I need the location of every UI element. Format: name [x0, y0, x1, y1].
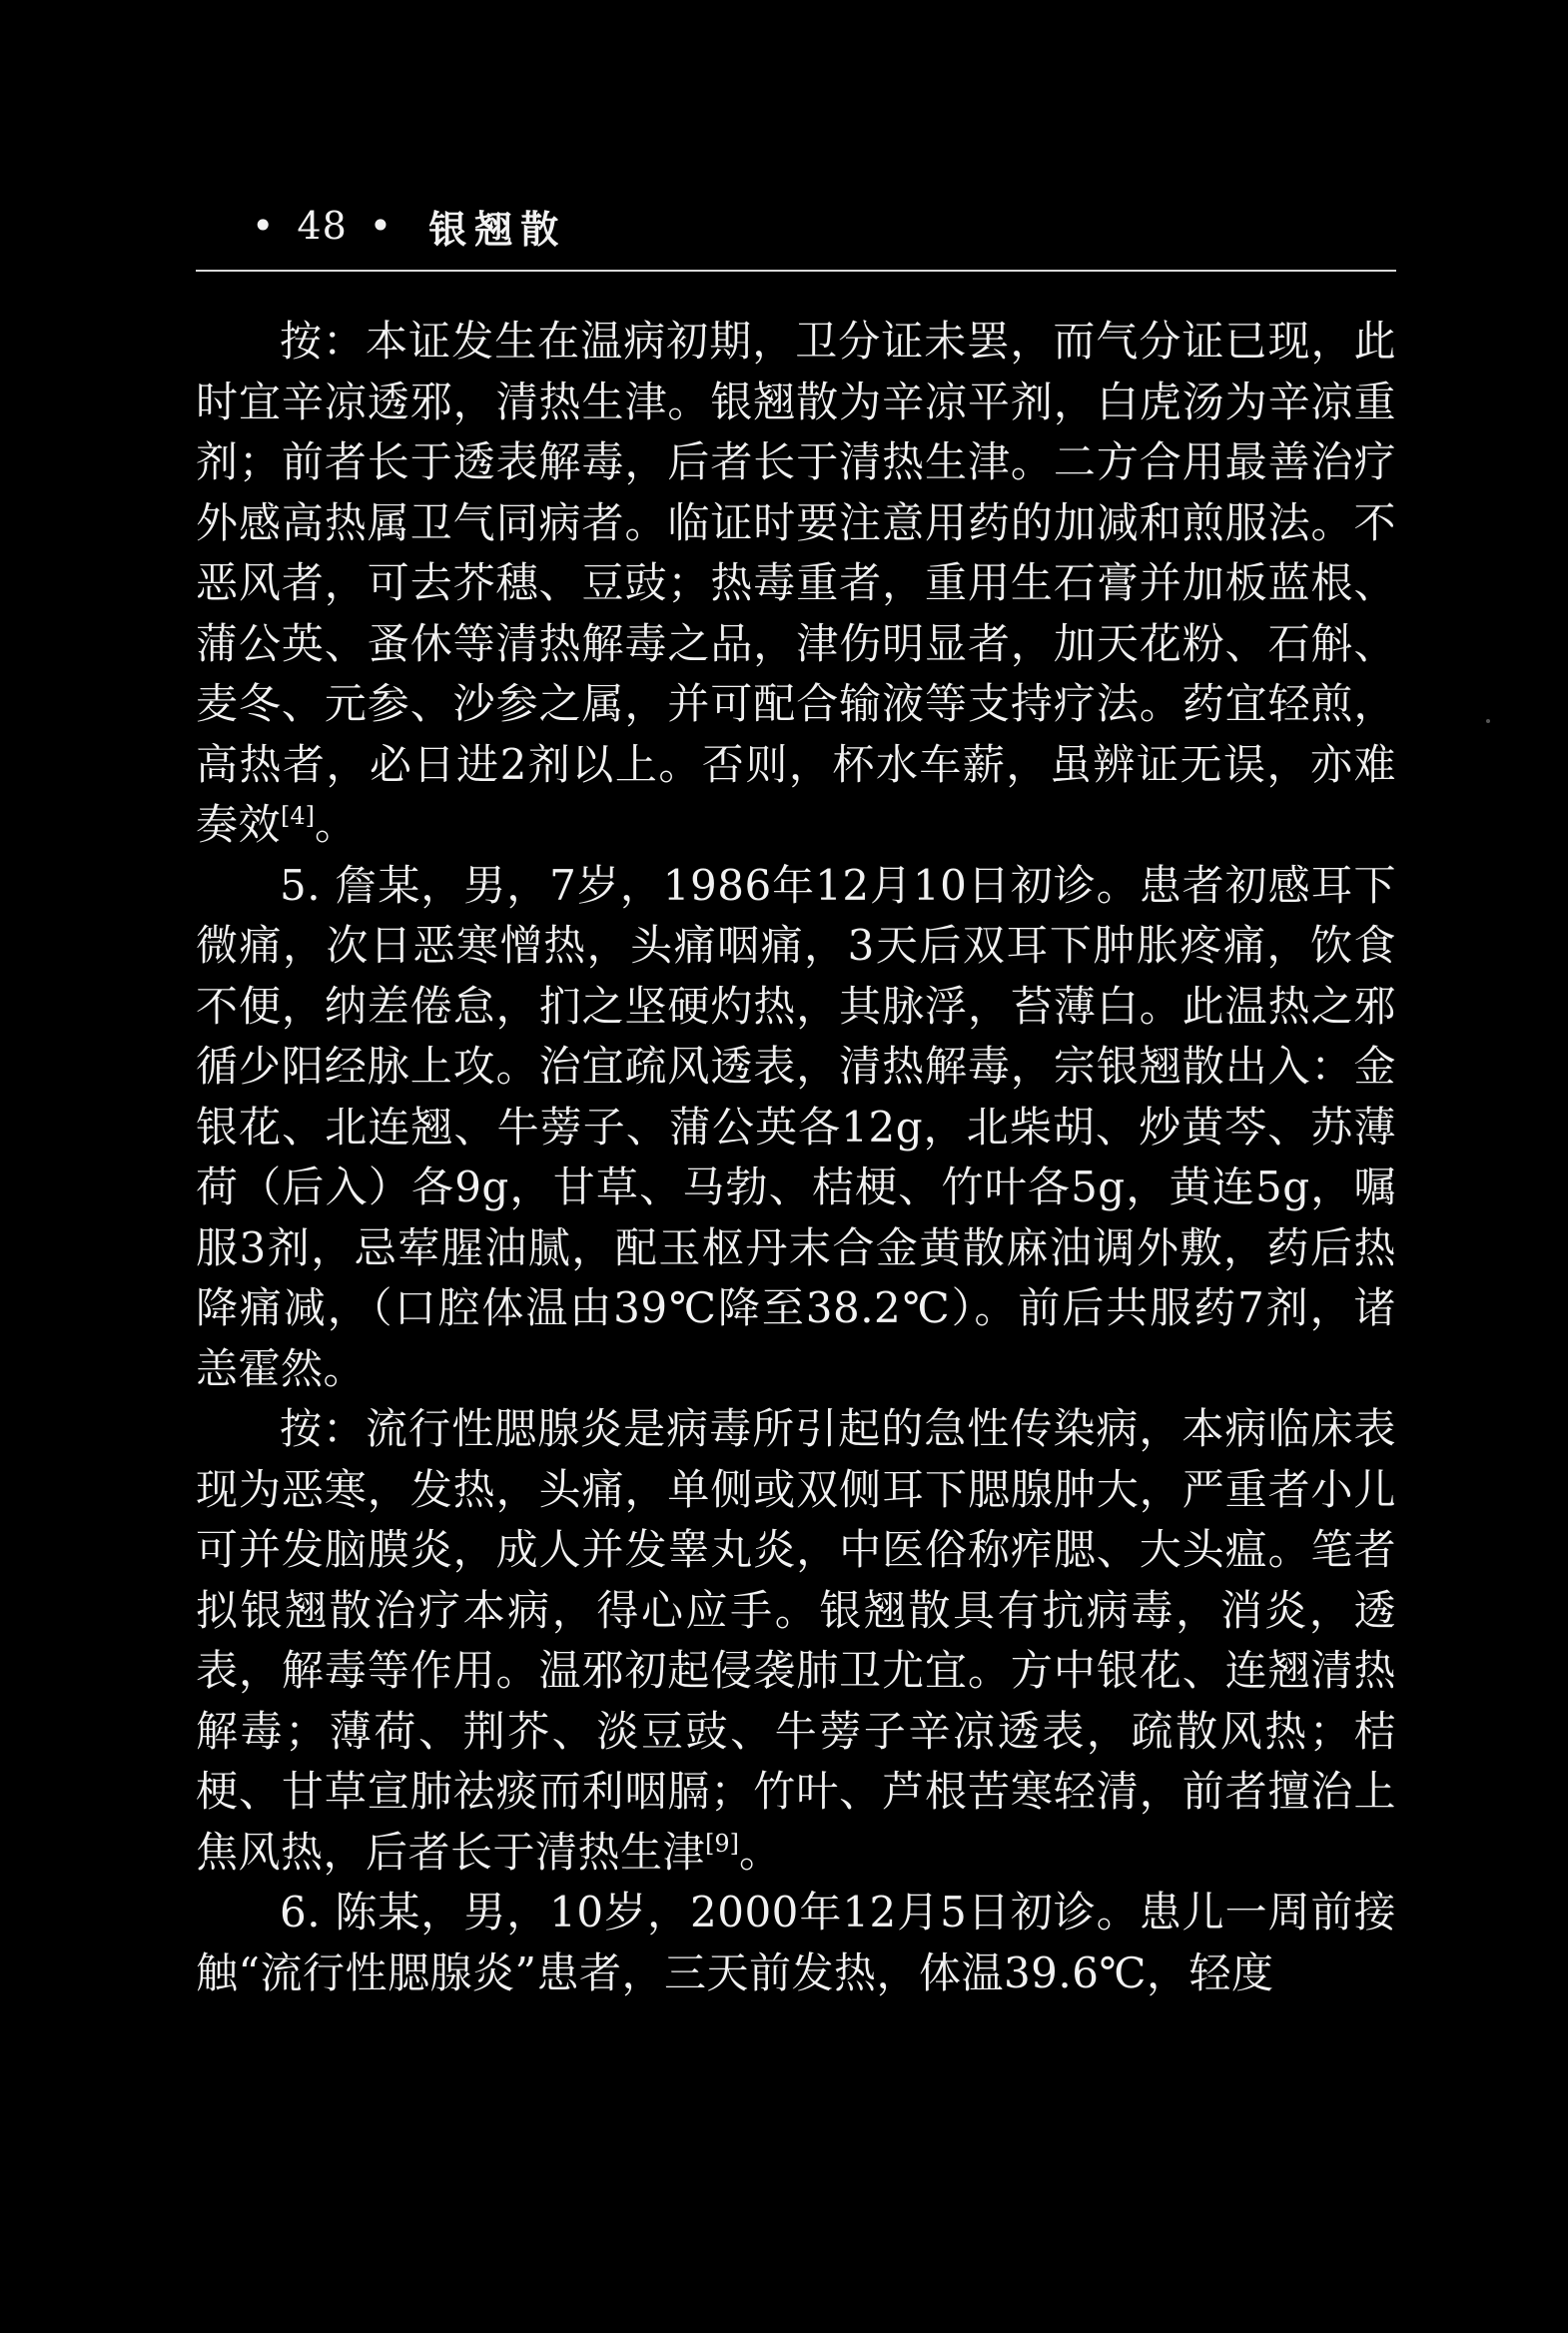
page-number: 48 [297, 204, 348, 248]
paragraph-text: 5. 詹某，男，7岁，1986年12月10日初诊。患者初感耳下微痛，次日恶寒憎热，头痛咽痛，3天后双耳下肿胀疼痛，饮食不便，纳差倦怠，扪之坚硬灼热，其脉浮，苔薄白。此温热之邪循少阳经脉上攻。治宜疏风透表，清热解毒，宗银翘散出入：金银花、北连翘、牛蒡子、蒲公英各12g，北柴胡、炒黄芩、苏薄荷（后入）各9g，甘草、马勃、桔梗、竹叶各5g，黄连5g，嘱服3剂，忌荤腥油腻，配玉枢丹末合金黄散麻油调外敷，药后热降痛减，（口腔体温由39℃降至38.2℃）。前后共服药7剂，诸恙霍然。 [196, 860, 1396, 1393]
running-header [230, 196, 566, 256]
paragraph-case-5 [196, 856, 1396, 1400]
header-bullet-left: • [252, 204, 276, 248]
scan-speck [1486, 719, 1490, 723]
body-text [196, 312, 1396, 2003]
paragraph-end: 。 [315, 800, 358, 849]
paragraph-commentary-2 [196, 1399, 1396, 1883]
paragraph-end: 。 [739, 1827, 782, 1877]
running-title: 银翘散 [428, 206, 567, 252]
citation-ref: [4] [281, 802, 316, 830]
header-rule [196, 270, 1396, 272]
paragraph-case-6 [196, 1883, 1396, 2003]
citation-ref: [9] [705, 1829, 740, 1858]
paragraph-text: 按：本证发生在温病初期，卫分证未罢，而气分证已现，此时宜辛凉透邪，清热生津。银翘散为辛凉平剂，白虎汤为辛凉重剂；前者长于透表解毒，后者长于清热生津。二方合用最善治疗外感高热属卫气同病者。临证时要注意用药的加减和煎服法。不恶风者，可去芥穗、豆豉；热毒重者，重用生石膏并加板蓝根、蒲公英、蚤休等清热解毒之品，津伤明显者，加天花粉、石斛、麦冬、元参、沙参之属，并可配合输液等支持疗法。药宜轻煎，高热者，必日进2剂以上。否则，杯水车薪，虽辨证无误，亦难奏效 [196, 317, 1396, 849]
paragraph-text: 按：流行性腮腺炎是病毒所引起的急性传染病，本病临床表现为恶寒，发热，头痛，单侧或双侧耳下腮腺肿大，严重者小儿可并发脑膜炎，成人并发睾丸炎，中医俗称痄腮、大头瘟。笔者拟银翘散治疗本病，得心应手。银翘散具有抗病毒，消炎，透表，解毒等作用。温邪初起侵袭肺卫尤宜。方中银花、连翘清热解毒；薄荷、荆芥、淡豆豉、牛蒡子辛凉透表，疏散风热；桔梗、甘草宣肺祛痰而利咽膈；竹叶、芦根苦寒轻清，前者擅治上焦风热，后者长于清热生津 [196, 1404, 1396, 1877]
paragraph-text: 6. 陈某，男，10岁，2000年12月5日初诊。患儿一周前接触“流行性腮腺炎”患者，三天前发热，体温39.6℃，轻度 [196, 1888, 1396, 1997]
header-bullet-right: • [369, 204, 393, 248]
paragraph-commentary-1 [196, 312, 1396, 856]
